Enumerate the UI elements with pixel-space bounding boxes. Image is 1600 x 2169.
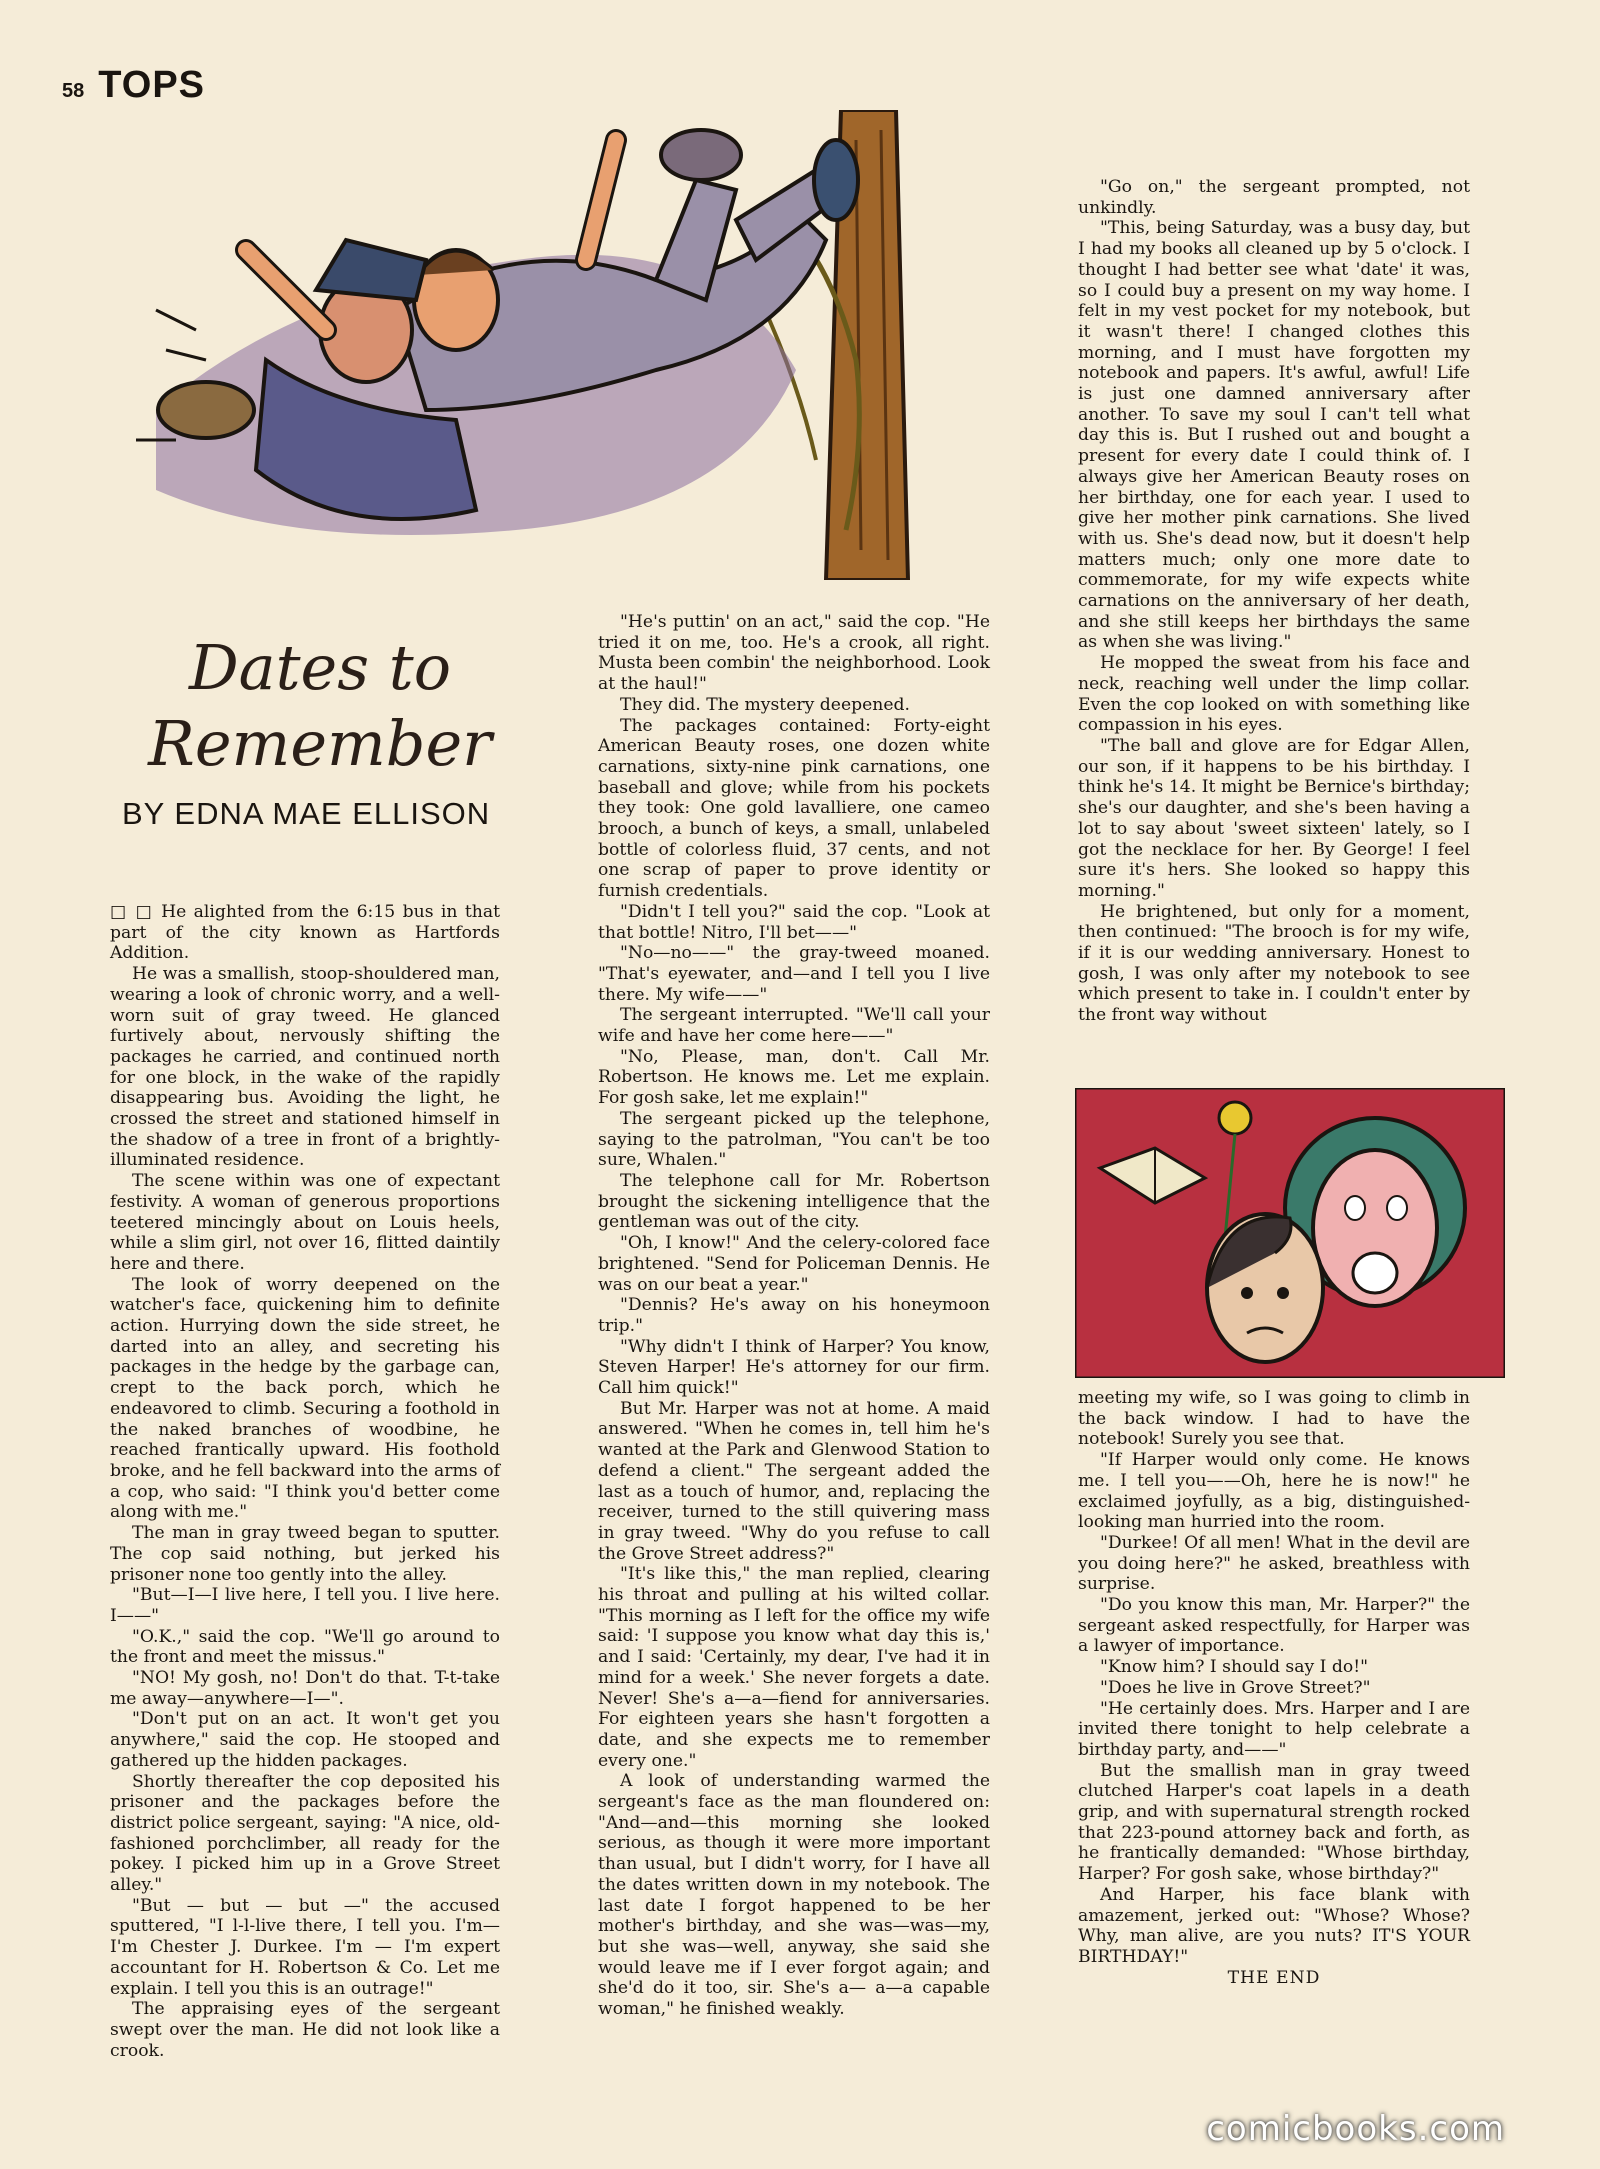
magazine-title: TOPS [98,64,206,106]
falling-man-illustration [96,110,1036,580]
paragraph: He was a smallish, stoop-shouldered man, wearing a look of chronic worry, and a well-worn suit of gray tweed. He glanced furtively about, nervously shifting the packages he carried, and continued north for one block, in the wake of the rapidly disappearing bus. Avoiding the light, he crossed the street and stationed himself in the shadow of a tree in front of a brightly-illuminated residence. [110,964,500,1171]
paragraph: He mopped the sweat from his face and neck, reaching well under the limp collar. Even the cop looked on with something like compassion in his eyes. [1078,653,1470,736]
paragraph: "It's like this," the man replied, clearing his throat and pulling at his wilted collar. "This morning as I left for the office my wife said: 'I suppose you know what day this is,' and I said: 'Certainly, my dear, I've had it in mind for a week.' She never forgets a date. Never! She's a—a—fiend for anniversaries. For eighteen years she hasn't forgotten a date, and she expects me to remember every one." [598,1564,990,1771]
paragraph: He brightened, but only for a moment, then continued: "The brooch is for my wife, if it is our wedding anniversary. Honest to gosh, I was only after my notebook to see which present to take in. I couldn't enter by the front way without [1078,901,1470,1026]
paragraph: "Go on," the sergeant prompted, not unkindly. [1078,177,1470,218]
paragraph: The appraising eyes of the sergeant swept over the man. He did not look like a crook. [110,1999,500,2061]
paragraph: "But—I—I live here, I tell you. I live here. I——" [110,1585,500,1626]
paragraph: The sergeant interrupted. "We'll call your wife and have her come here——" [598,1005,990,1047]
paragraph: "If Harper would only come. He knows me. I tell you——Oh, here he is now!" he exclaimed joyfully, as a big, distinguished-looking man hurried into the room. [1078,1450,1470,1533]
page-number: 58 [62,80,85,102]
paragraph: "O.K.," said the cop. "We'll go around to the front and meet the missus." [110,1626,500,1668]
paragraph: "Don't put on an act. It won't get you anywhere," said the cop. He stooped and gathered up the hidden packages. [110,1709,500,1771]
story-title [110,630,530,782]
paragraph: They did. The mystery deepened. [620,694,910,715]
paragraph: □ □ He alighted from the 6:15 bus in that part of the city known as Hartfords Addition. [110,902,500,964]
title-line-2: Remember [148,707,492,780]
paragraph: The packages contained: Forty-eight American Beauty roses, one dozen white carnations, sixty-nine pink carnations, one baseball and glove; while from his pockets they took: One gold lavalliere, one cameo brooch, a bunch of keys, a small, unlabeled bottle of colorless fluid, 37 cents, and not one scrap of paper to prove identity or furnish credentials. [598,715,990,902]
title-line-1: Dates to [188,631,452,704]
paragraph: "No, Please, man, don't. Call Mr. Robertson. He knows me. Let me explain. For gosh sake, let me explain!" [598,1046,990,1109]
paragraph: The scene within was one of expectant festivity. A woman of generous proportions teetered mincingly about on Louis heels, while a slim girl, not over 16, flitted daintily here and there. [110,1171,500,1274]
column-3-bottom [1078,1388,1470,1988]
paragraph: Shortly thereafter the cop deposited his prisoner and the packages before the district police sergeant, saying: "A nice, old-fashioned porchclimber, all ready for the pokey. I picked him up in a Grove Street alley." [110,1771,500,1896]
column-1 [110,902,500,2061]
page-header [62,64,205,107]
paragraph: "NO! My gosh, no! Don't do that. T-t-take me away—anywhere—I—". [110,1668,500,1709]
paragraph: "Didn't I tell you?" said the cop. "Look at that bottle! Nitro, I'll bet——" [598,901,990,943]
paragraph: "Oh, I know!" And the celery-colored face brightened. "Send for Policeman Dennis. He was on our beat a year." [598,1233,990,1295]
paragraph: But Mr. Harper was not at home. A maid answered. "When he comes in, tell him he's wanted at the Park and Glenwood Station to defend a client." The sergeant added the last as a touch of humor, and, replacing the receiver, turned to the still quivering mass in gray tweed. "Why do you refuse to call the Grove Street address?" [598,1398,990,1564]
paragraph: meeting my wife, so I was going to climb in the back window. I had to have the notebook! Surely you see that. [1078,1388,1470,1450]
byline: BY EDNA MAE ELLISON [122,796,491,831]
paragraph: The man in gray tweed began to sputter. The cop said nothing, but jerked his prisoner none too gently into the alley. [110,1523,500,1585]
paragraph: "He's puttin' on an act," said the cop. "He tried it on me, too. He's a crook, all right. Musta been combin' the neighborhood. Look at the haul!" [598,612,990,695]
paragraph: The sergeant picked up the telephone, saying to the patrolman, "You can't be too sure, Whalen." [598,1108,990,1171]
paragraph: "Know him? I should say I do!" [1100,1657,1369,1678]
paragraph: "But — but — but —" the accused sputtered, "I l-l-live there, I tell you. I'm—I'm Chester J. Durkee. I'm — I'm expert accountant for H. Robertson & Co. Let me explain. I tell you this is an outrage!" [110,1895,500,1999]
paragraph: "He certainly does. Mrs. Harper and I are invited there tonight to help celebrate a birthday party, and——" [1078,1698,1470,1760]
paragraph: "Durkee! Of all men! What in the devil are you doing here?" he asked, breathless with surprise. [1078,1532,1470,1595]
paragraph: "Does he live in Grove Street?" [1100,1677,1371,1698]
paragraph: The look of worry deepened on the watcher's face, quickening him to definite action. Hurrying down the side street, he darted into an alley, and secreting his packages in the hedge by the garbage can, crept to the back porch, which he endeavored to climb. Securing a foothold in the naked branches of woodbine, he reached frantically upward. His foothold broke, and he fell backward into the arms of a cop, who said: "I think you'd better come along with me." [110,1274,500,1523]
paragraph: "Do you know this man, Mr. Harper?" the sergeant asked respectfully, for Harper was a lawyer of importance. [1078,1595,1470,1657]
the-end-label: THE END [1227,1967,1321,1988]
paragraph: And Harper, his face blank with amazement, jerked out: "Whose? Whose? Why, man alive, are you nuts? IT'S YOUR BIRTHDAY!" [1078,1884,1470,1967]
column-2 [598,612,990,2020]
paragraph: "Dennis? He's away on his honeymoon trip." [598,1295,990,1336]
paragraph: "No—no——" the gray-tweed moaned. "That's eyewater, and—and I tell you I live there. My wife——" [598,943,990,1005]
frightened-faces-illustration [1075,1088,1505,1378]
column-3-top [1078,177,1470,1026]
paragraph: The telephone call for Mr. Robertson brought the sickening intelligence that the gentleman was out of the city. [598,1170,990,1233]
paragraph: "Why didn't I think of Harper? You know, Steven Harper! He's attorney for our firm. Call him quick!" [598,1336,990,1399]
paragraph: A look of understanding warmed the sergeant's face as the man floundered on: "And—and—this morning she looked serious, as though it were more important than usual, but I didn't worry, for I have all the dates written down in my notebook. The last date I forgot happened to be her mother's birthday, and she was—was—my, but she was—well, anyway, she said she would leave me if I ever forgot again; and she'd do it too, sir. She's a— a—a capable woman," he finished weakly. [598,1771,990,2020]
paragraph: "The ball and glove are for Edgar Allen, our son, if it happens to be his birthday. I think he's 14. It might be Bernice's birthday; she's our daughter, and she's been having a lot to say about 'sweet sixteen' lately, so I got the necklace for her. By George! I feel sure it's hers. She looked so happy this morning." [1078,735,1470,901]
watermark: comicbooks.com [1206,2109,1505,2149]
paragraph: "This, being Saturday, was a busy day, but I had my books all cleaned up by 5 o'clock. I thought I had better see what 'date' it was, so I could buy a present on my way home. I felt in my vest pocket for my notebook, but it wasn't there! I changed clothes this morning, and I must have forgotten my notebook and papers. It's awful, awful! Life is just one damned anniversary after another. To save my soul I can't tell what day this is. But I rushed out and bought a present for every date I could think of. I always give her American Beauty roses on her birthday, one for each year. I used to give her mother pink carnations. She lived with us. She's dead now, but it doesn't help matters much; only one more date to commemorate, for my wife expects white carnations on the anniversary of her death, and she still keeps her birthdays the same as when she was living." [1078,218,1470,653]
paragraph: But the smallish man in gray tweed clutched Harper's coat lapels in a death grip, and with supernatural strength rocked that 223-pound attorney back and forth, as he frantically demanded: "Whose birthday, Harper? For gosh sake, whose birthday?" [1078,1760,1470,1885]
